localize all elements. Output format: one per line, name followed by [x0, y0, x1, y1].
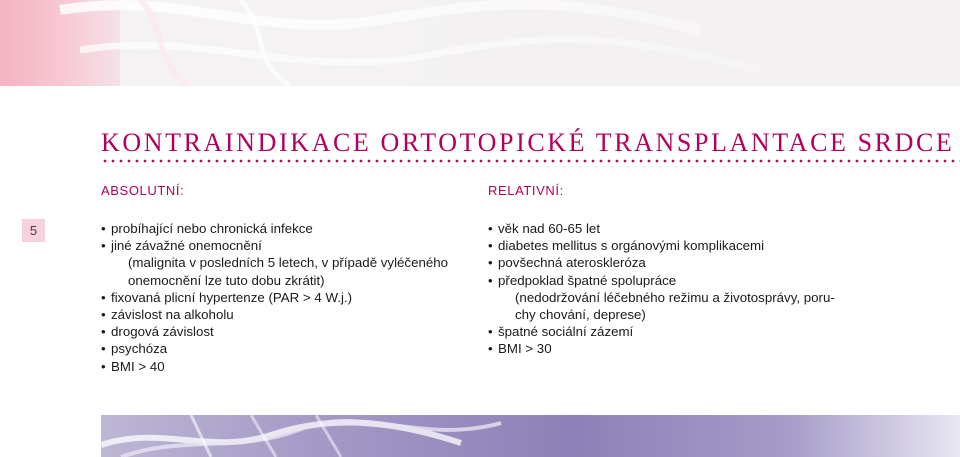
bullet-icon: •: [488, 341, 493, 357]
page-title: KONTRAINDIKACE ORTOTOPICKÉ TRANSPLANTACE SRDCE: [101, 128, 955, 157]
list-item: [488, 237, 835, 254]
list-item-text: fixovaná plicní hypertenze (PAR > 4 W.j.): [111, 289, 353, 305]
list-item-subtext: (nedodržování léčebného režimu a životosprávy, poru-: [515, 289, 835, 305]
bullet-icon: •: [101, 341, 106, 357]
list-item-text: předpoklad špatné spolupráce: [498, 272, 677, 288]
list-item: [101, 358, 448, 375]
bullet-icon: •: [101, 324, 106, 340]
list-item-text: jiné závažné onemocnění: [111, 238, 262, 254]
ribbon-pattern-top: [0, 0, 960, 86]
list-item-text: psychóza: [111, 341, 168, 357]
bullet-icon: •: [101, 221, 106, 236]
ribbon-pattern-bottom: [101, 415, 960, 457]
list-item: [101, 323, 448, 340]
list-item-subtext: chy chování, deprese): [515, 307, 646, 323]
bullet-icon: •: [101, 289, 106, 305]
bullet-icon: •: [101, 307, 106, 323]
list-item: [488, 254, 835, 271]
list-item: [101, 220, 448, 237]
absolute-heading: ABSOLUTNÍ:: [101, 183, 185, 198]
list-item-text: závislost na alkoholu: [111, 307, 234, 323]
list-item: [101, 306, 448, 323]
list-item: [488, 340, 835, 357]
list-item-text: povšechná ateroskleróza: [498, 255, 646, 271]
bullet-icon: •: [101, 238, 106, 254]
list-item-text: špatné sociální zázemí: [498, 324, 634, 340]
top-decorative-banner: [0, 0, 960, 86]
list-item: [488, 220, 835, 237]
dotted-divider: [101, 159, 960, 163]
page-number-badge: 5: [22, 219, 45, 242]
list-item-text: drogová závislost: [111, 324, 214, 340]
bullet-icon: •: [488, 272, 493, 288]
relative-contraindications-list: [488, 220, 835, 358]
bullet-icon: •: [488, 324, 493, 340]
list-item: [488, 272, 835, 324]
bullet-icon: •: [488, 255, 493, 271]
bullet-icon: •: [488, 221, 493, 236]
list-item-text: věk nad 60-65 let: [498, 221, 601, 236]
absolute-contraindications-list: [101, 220, 448, 375]
list-item: [101, 289, 448, 306]
bullet-icon: •: [101, 358, 106, 374]
relative-heading: RELATIVNÍ:: [488, 183, 564, 198]
list-item-subtext: (malignita v posledních 5 letech, v případě vyléčeného: [128, 255, 449, 271]
list-item: [101, 340, 448, 357]
list-item-subtext: onemocnění lze tuto dobu zkrátit): [128, 272, 325, 288]
list-item: [101, 237, 448, 289]
list-item-text: diabetes mellitus s orgánovými komplikacemi: [498, 238, 765, 254]
list-item-text: BMI > 40: [111, 358, 165, 374]
list-item-text: BMI > 30: [498, 341, 552, 357]
bottom-decorative-banner: [101, 415, 960, 457]
list-item-text: probíhající nebo chronická infekce: [111, 221, 313, 236]
bullet-icon: •: [488, 238, 493, 254]
list-item: [488, 323, 835, 340]
